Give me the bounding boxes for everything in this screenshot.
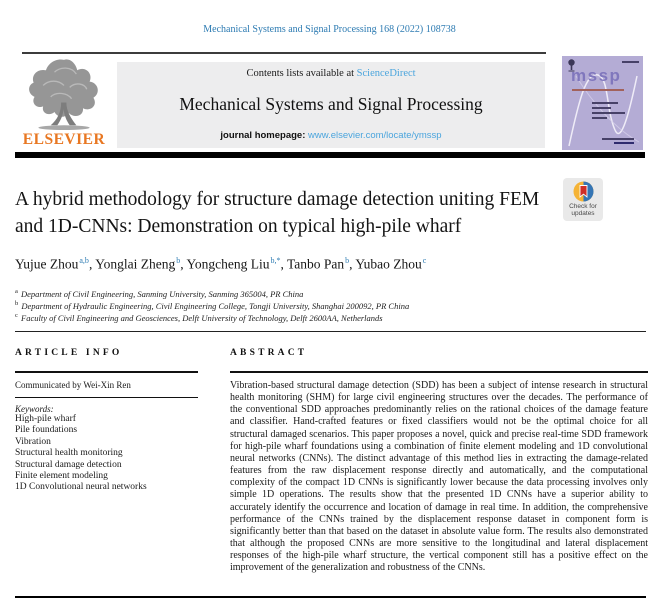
- cover-text-line: [592, 107, 611, 109]
- abstract-heading: ABSTRACT: [230, 348, 308, 358]
- author-name: Yonglai Zheng: [95, 256, 176, 272]
- keyword-item: Structural health monitoring: [15, 448, 123, 459]
- citation-header-link[interactable]: Mechanical Systems and Signal Processing 168 (2022) 108738: [203, 24, 456, 35]
- elsevier-wordmark: ELSEVIER: [22, 131, 106, 148]
- communicated-by: Communicated by Wei-Xin Ren: [15, 380, 131, 390]
- sciencedirect-link[interactable]: ScienceDirect: [356, 68, 416, 79]
- affiliation-superscript: a: [15, 288, 18, 295]
- header-divider: [15, 152, 645, 158]
- author-superscript: b,*: [270, 256, 281, 265]
- cover-text-line: [592, 102, 618, 104]
- contents-prefix: Contents lists available at: [246, 68, 357, 79]
- elsevier-logo[interactable]: [15, 57, 113, 149]
- abstract-text: Vibration-based structural damage detection (SDD) has been a subject of intense research in structural health monitoring (SHM) for large civil engineering structures over the decades. The performance of the conventional SDD approaches predominantly relies on the rational choices of the damage feature and classifier. Hand-crafted features or fixed classifiers would not be the optimal choice for all structural damaged scenarios. This paper proposes a novel, quick and precise real-time SDD framework for high-pile wharf foundations using a combination of finite element modeling and 1D convolutional neural networks (CNNs). The distinct advantage of this method lies in extracting the damage-related features from the raw displacement response directly and automatically, and the computational complexity of the compact 1D CNNs is significantly lower because the data processing involves only simple 1D operations. The results show that the presented 1D CNNs have a superior ability to accurately identify the occurrence and location of damage in real time. In addition, the comprehensive performance of the CNNs trained by the displacement response dataset in component form is significantly better than that based on the dataset in absolute value form. The results also demonstrated that although the proposed CNNs are more sensitive to the longitudinal and lateral displacement responses of the high-pile wharf structure, the vertical component still has a positive effect on the improvement of the generalization and robustness of the CNNs.: [230, 380, 648, 574]
- article-info-heading: ARTICLE INFO: [15, 348, 123, 358]
- cover-footer-text: [602, 138, 634, 140]
- cover-sciencedirect-text: [614, 142, 634, 144]
- cover-issn-text: [622, 61, 639, 63]
- cover-text-line: [592, 112, 625, 114]
- citation-divider: [22, 52, 546, 54]
- affiliation-text: Department of Hydraulic Engineering, Civil Engineering College, Tongji University, Shanghai 200092, PR China: [19, 300, 410, 311]
- author-name: Yongcheng Liu: [186, 256, 270, 272]
- author-list: Yujue Zhou$^{a,b}$, Yonglai Zheng$^b$, Yongcheng Liu$^{b,*}$, Tanbo Pan$^b$, Yubao Zhou$^c$: [15, 256, 427, 272]
- author-name: Tanbo Pan: [286, 256, 345, 272]
- elsevier-tree-icon: [26, 57, 102, 131]
- affiliation-text: Faculty of Civil Engineering and Geosciences, Delft University of Technology, Delft 2600AA, Netherlands: [18, 313, 383, 324]
- bottom-divider: [15, 596, 646, 598]
- author-name: Yujue Zhou: [15, 256, 79, 272]
- cover-subtitle-text: [572, 89, 624, 91]
- homepage-line: [220, 130, 441, 141]
- affiliation-list: [15, 287, 646, 323]
- author-superscript: c: [422, 256, 427, 265]
- author-superscript: a,b: [79, 256, 89, 265]
- affiliation-superscript: b: [15, 300, 19, 308]
- keyword-item: Structural damage detection: [15, 459, 122, 470]
- journal-cover-thumbnail[interactable]: [562, 56, 643, 150]
- affiliation-superscript: c: [15, 312, 18, 320]
- badge-text: [569, 203, 597, 217]
- affiliation-item: [15, 311, 646, 323]
- abstract-rule: [230, 371, 648, 373]
- journal-title: Mechanical Systems and Signal Processing: [179, 94, 483, 114]
- keyword-item: High-pile wharf: [15, 414, 76, 424]
- keywords-label: Keywords:: [15, 404, 54, 414]
- author-superscript: b: [176, 256, 181, 265]
- article-info-rule: [15, 371, 198, 373]
- keyword-item: Finite element modeling: [15, 471, 108, 482]
- cover-wordmark: mssp: [571, 66, 622, 85]
- journal-banner: [117, 62, 545, 148]
- keyword-item: Pile foundations: [15, 425, 78, 436]
- affiliation-item: [15, 287, 646, 299]
- article-title: A hybrid methodology for structure damage detection uniting FEM and 1D-CNNs: Demonstration on typical high-pile wharf: [15, 189, 540, 237]
- keyword-item: Vibration: [15, 436, 51, 447]
- keyword-list: [15, 414, 198, 494]
- keyword-item: 1D Convolutional neural networks: [15, 482, 147, 493]
- homepage-url-link[interactable]: www.elsevier.com/locate/ymssp: [308, 130, 442, 141]
- keywords-rule: [15, 397, 198, 398]
- author-name: Yubao Zhou: [355, 256, 422, 272]
- badge-line1: Check for: [569, 203, 597, 210]
- cover-text-line: [592, 117, 607, 119]
- article-info-column: [15, 347, 198, 494]
- author-superscript: b: [345, 256, 350, 265]
- affiliation-text: Department of Civil Engineering, Sanming University, Sanming 365004, PR China: [18, 288, 304, 299]
- check-for-updates-badge[interactable]: [563, 178, 603, 221]
- crossmark-icon: [573, 181, 594, 202]
- badge-line2: updates: [571, 210, 595, 217]
- affiliation-item: [15, 299, 646, 311]
- info-top-divider: [15, 331, 646, 332]
- abstract-column: [230, 347, 648, 575]
- homepage-label: journal homepage:: [220, 130, 309, 141]
- contents-line: [246, 68, 415, 79]
